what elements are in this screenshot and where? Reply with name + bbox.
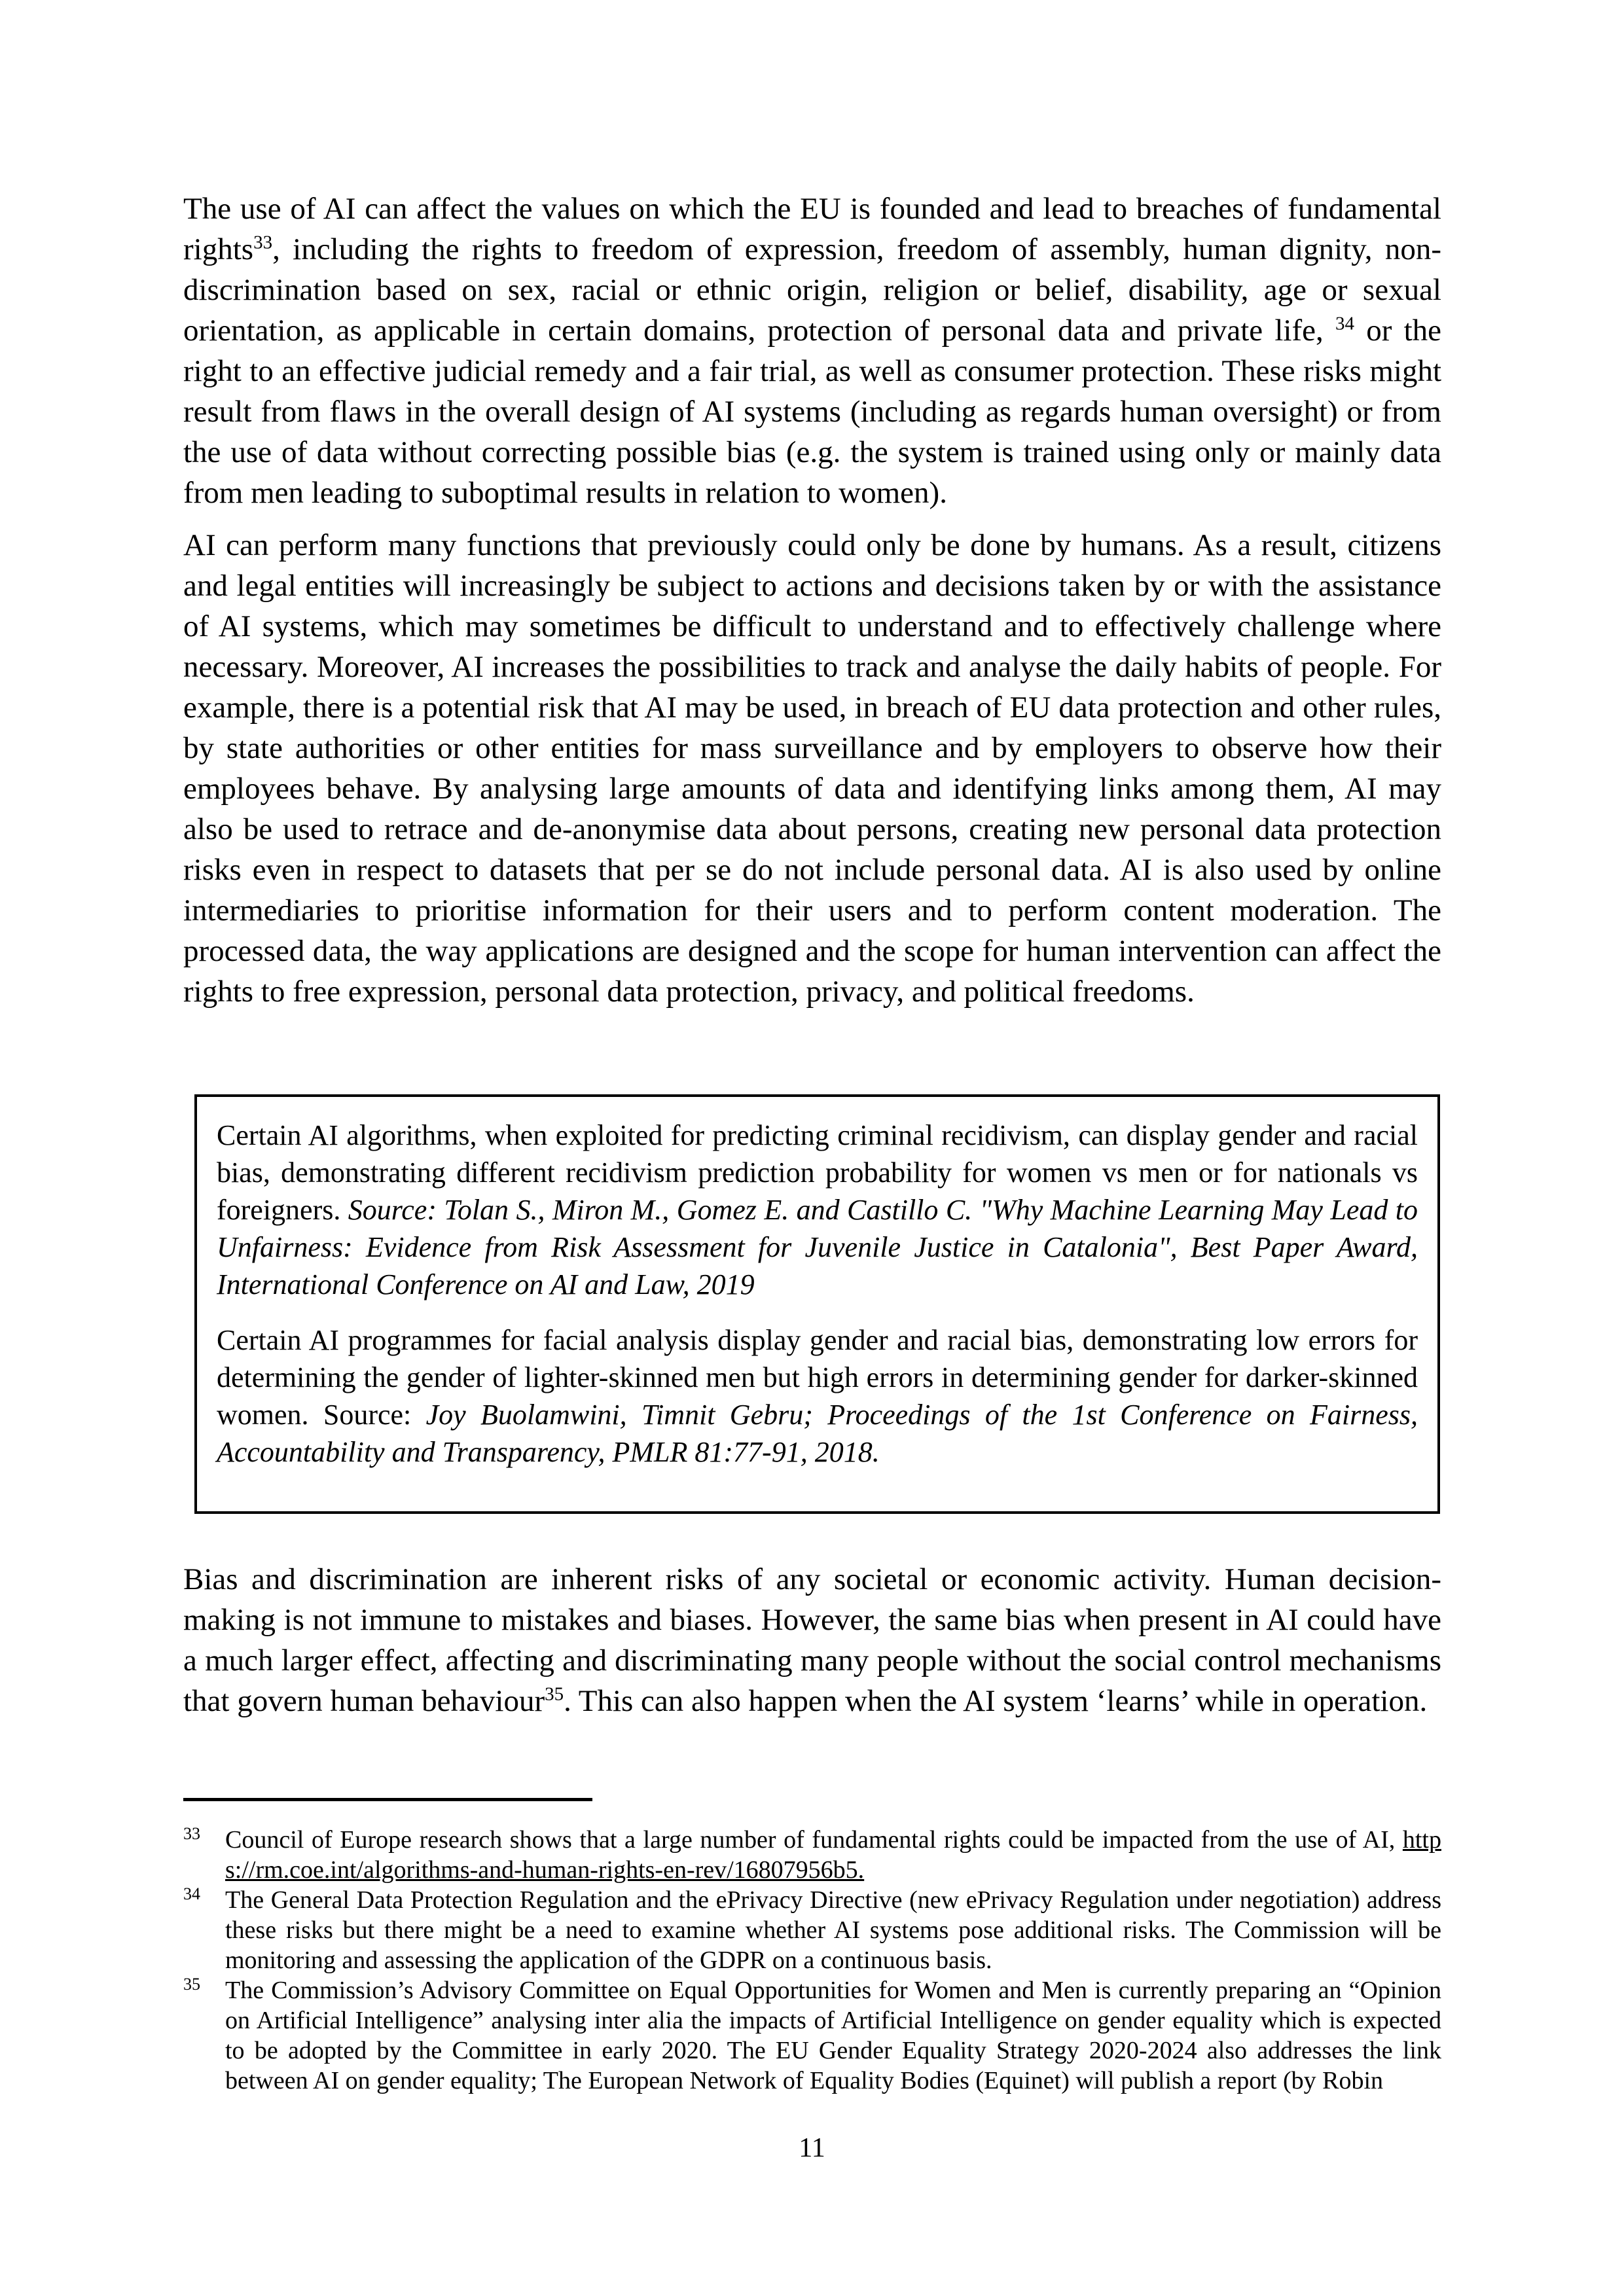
source-citation: Source: Tolan S., Miron M., Gomez E. and Castillo C. "Why Machine Learning May Lead to Unfairness: Evidence from Risk Assessment for Juvenile Justice in Catalonia", Best Paper Award, International Conference on AI and Law, 2019	[217, 1194, 1418, 1300]
source-citation: Joy Buolamwini, Timnit Gebru; Proceedings of the 1st Conference on Fairness, Accountability and Transparency, PMLR 81:77-91, 2018.	[217, 1399, 1418, 1468]
paragraph-bias-discrimination	[183, 1559, 1441, 1721]
text-run: . This can also happen when the AI system ‘learns’ while in operation.	[564, 1684, 1428, 1718]
footnote-text	[225, 1825, 1441, 1885]
footnote-33-link[interactable]: https://rm.coe.int/algorithms-and-human-rights-en-rev/16807956b5.	[225, 1826, 1441, 1884]
footnotes-section	[183, 1798, 1441, 2096]
box-paragraph-recidivism	[217, 1117, 1418, 1303]
footnote-number: 33	[183, 1824, 200, 1843]
footnote-text: The General Data Protection Regulation and the ePrivacy Directive (new ePrivacy Regulation under negotiation) address these risks but there might be a need to examine whether AI systems pose additional risks. The Commission will be monitoring and assessing the application of the GDPR on a continuous basis.	[225, 1886, 1441, 1974]
footnote-number: 34	[183, 1884, 200, 1903]
page-number: 11	[799, 2133, 825, 2163]
example-box	[194, 1094, 1440, 1514]
footnote-ref-33: 33	[253, 232, 273, 253]
page-content	[183, 188, 1441, 2096]
footnote-ref-35: 35	[545, 1683, 564, 1705]
footnote-text: The Commission’s Advisory Committee on Equal Opportunities for Women and Men is currently preparing an “Opinion on Artificial Intelligence” analysing inter alia the impacts of Artificial Intelligence on gender equality which is expected to be adopted by the Committee in early 2020. The EU Gender Equality Strategy 2020-2024 also addresses the link between AI on gender equality; The European Network of Equality Bodies (Equinet) will publish a report (by Robin	[225, 1977, 1441, 2094]
paragraph-ai-functions: AI can perform many functions that previously could only be done by humans. As a result, citizens and legal entities will increasingly be subject to actions and decisions taken by or with the assistance of AI systems, which may sometimes be difficult to understand and to effectively challenge where necessary. Moreover, AI increases the possibilities to track and analyse the daily habits of people. For example, there is a potential risk that AI may be used, in breach of EU data protection and other rules, by state authorities or other entities for mass surveillance and by employers to observe how their employees behave. By analysing large amounts of data and identifying links among them, AI may also be used to retrace and de-anonymise data about persons, creating new personal data protection risks even in respect to datasets that per se do not include personal data. AI is also used by online intermediaries to prioritise information for their users and to perform content moderation. The processed data, the way applications are designed and the scope for human intervention can affect the rights to free expression, personal data protection, privacy, and political freedoms.	[183, 528, 1441, 1009]
text-run: The use of AI can affect the values on which the EU is founded and lead to breaches of fundamental rights	[183, 192, 1441, 266]
footnote-number: 35	[183, 1975, 200, 1994]
text-run: Council of Europe research shows that a large number of fundamental rights could be impacted from the use of AI,	[225, 1826, 1403, 1854]
text-run: Certain AI algorithms, when exploited for predicting criminal recidivism, can display gender and racial bias, demonstrating different recidivism prediction probability for women vs men or for nationals vs foreigners.	[217, 1119, 1418, 1226]
footnote-35	[183, 1975, 1441, 2096]
paragraph-fundamental-rights	[183, 188, 1441, 513]
box-paragraph-facial-analysis	[217, 1321, 1418, 1471]
text-run: Certain AI programmes for facial analysis display gender and racial bias, demonstrating low errors for determining the gender of lighter-skinned men but high errors in determining gender for darker-skinned women. Source:	[217, 1324, 1418, 1431]
text-run: Bias and discrimination are inherent risks of any societal or economic activity. Human decision-making is not immune to mistakes and biases. However, the same bias when present in AI could have a much larger effect, affecting and discriminating many people without the social control mechanisms that govern human behaviour	[183, 1562, 1441, 1718]
footnote-34	[183, 1885, 1441, 1975]
text-run: , including the rights to freedom of expression, freedom of assembly, human dignity, non-discrimination based on sex, racial or ethnic origin, religion or belief, disability, age or sexual orientation, as applicable in certain domains, protection of personal data and private life,	[183, 232, 1441, 348]
footnote-ref-34: 34	[1335, 313, 1354, 334]
text-run: or the right to an effective judicial remedy and a fair trial, as well as consumer protection. These risks might result from flaws in the overall design of AI systems (including as regards human oversight) or from the use of data without correcting possible bias (e.g. the system is trained using only or mainly data from men leading to suboptimal results in relation to women).	[183, 314, 1441, 510]
footnote-separator	[183, 1798, 592, 1801]
footnote-33	[183, 1825, 1441, 1885]
